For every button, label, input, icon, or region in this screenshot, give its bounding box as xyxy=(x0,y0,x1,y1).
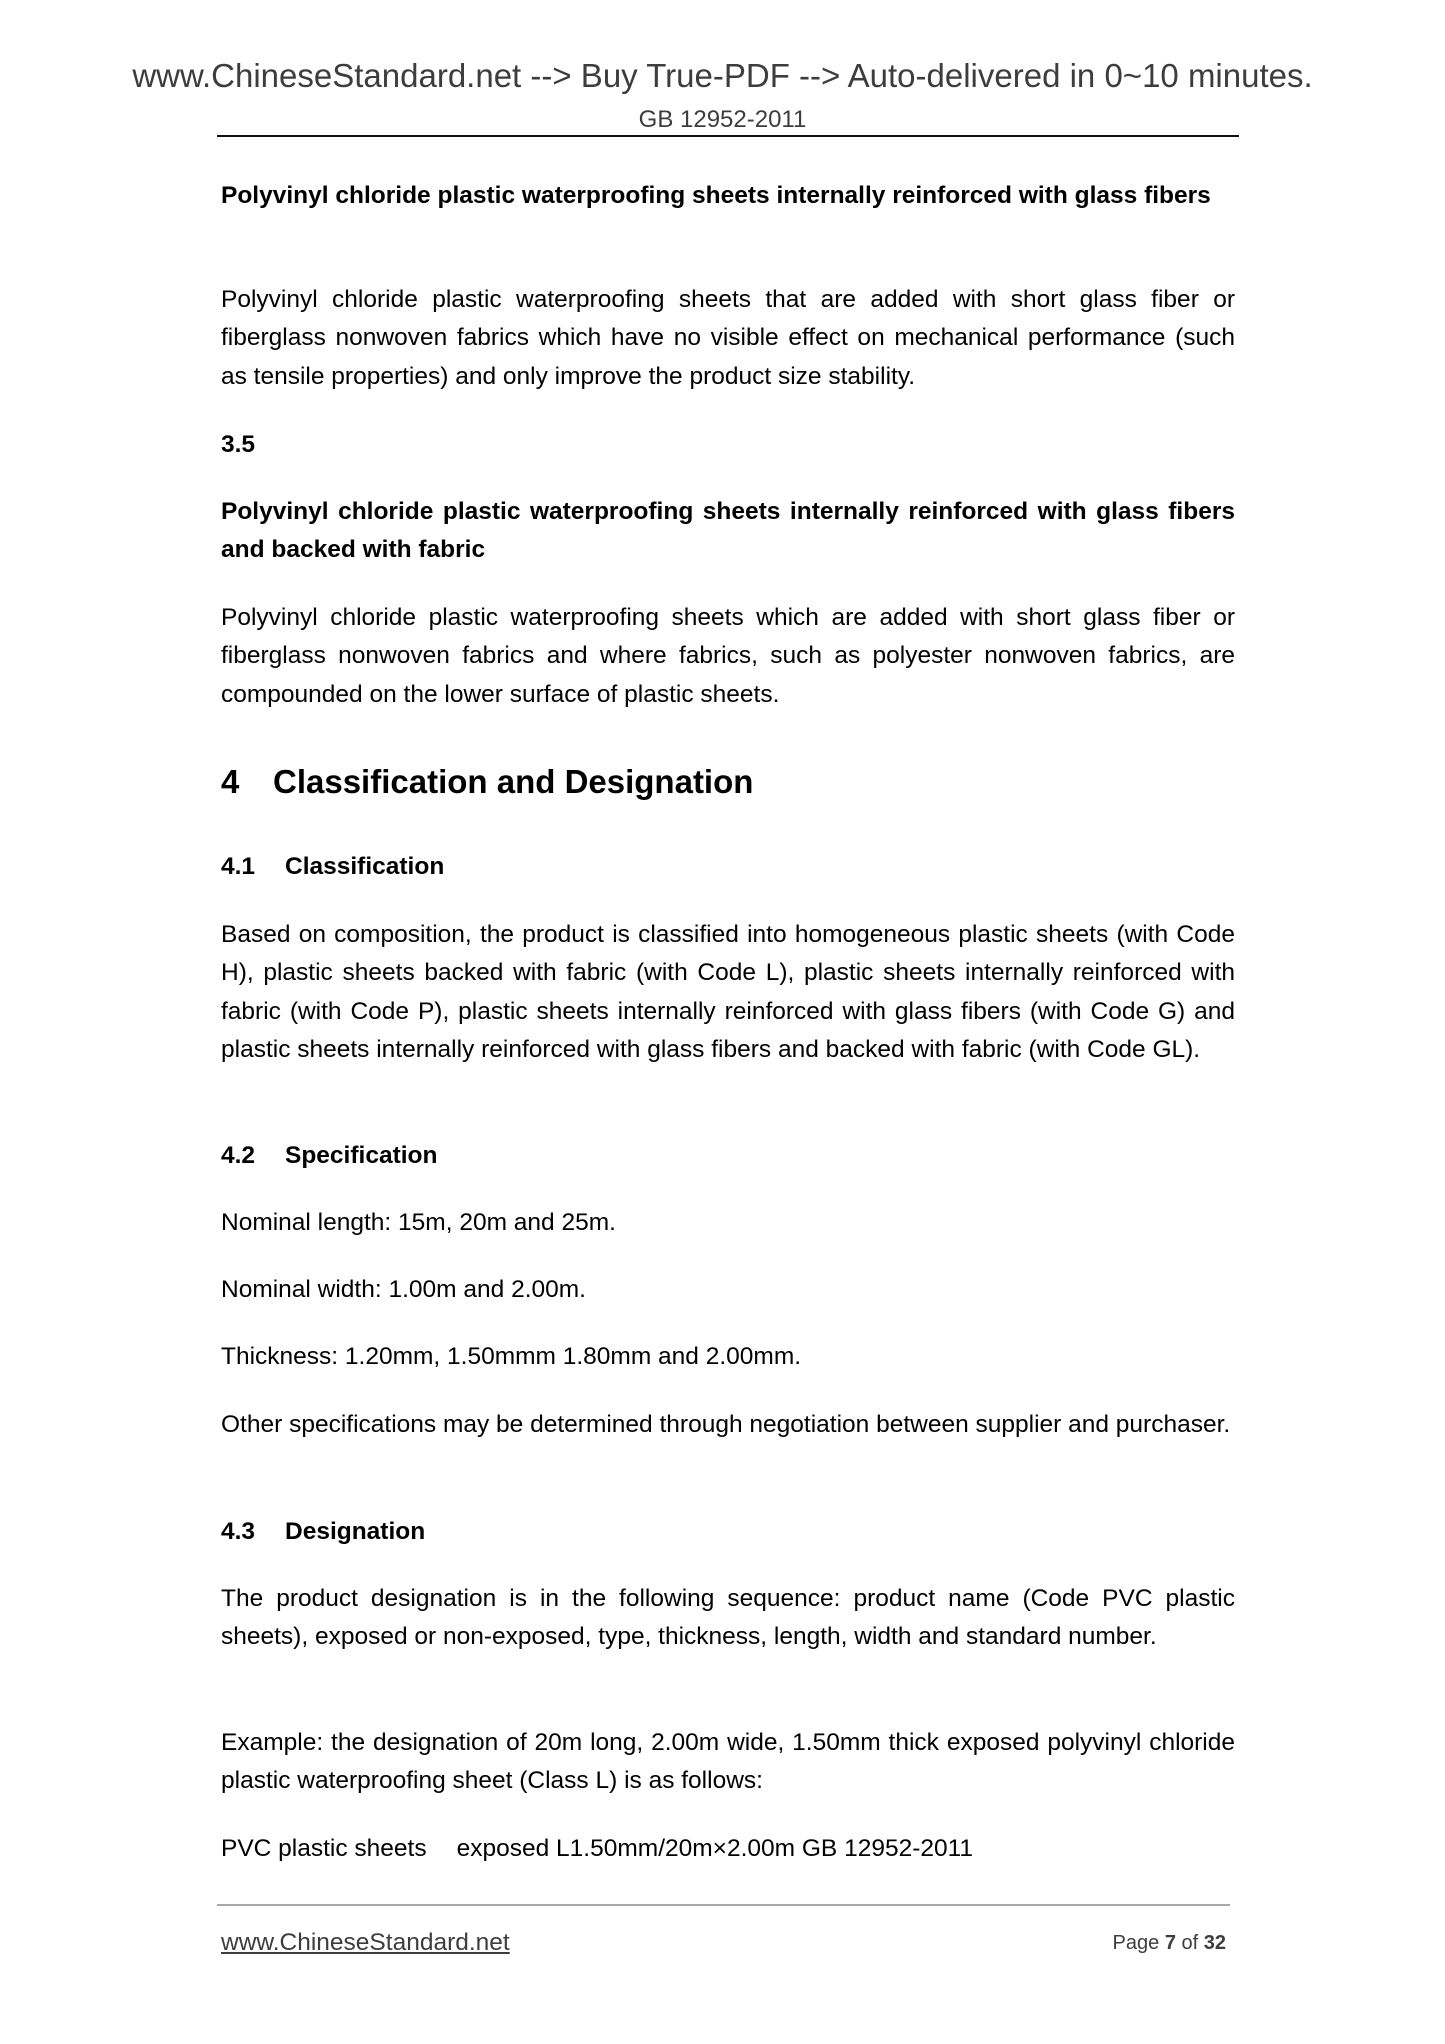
clause-4-1-heading xyxy=(221,852,1235,882)
term-3-5-title: Polyvinyl chloride plastic waterproofing sheets internally reinforced with glass fibers and backed with fabric xyxy=(221,498,1235,563)
nominal-length: Nominal length: 15m, 20m and 25m. xyxy=(221,1209,616,1236)
clause-4-1-text: Based on composition, the product is classified into homogeneous plastic sheets (with Code H), plastic sheets backed with fabric (with Code L), plastic sheets internally reinforced with fabric (with Code P), plastic sheets internally reinforced with glass fibers (with Code G) and plastic sheets internally reinforced with glass fibers and backed with fabric (with Code GL). xyxy=(221,921,1235,1063)
designation-code: exposed L1.50mm/20m×2.00m GB 12952-2011 xyxy=(456,1835,974,1862)
header-standard-number: GB 12952-2011 xyxy=(638,106,807,133)
term-3-4-definition: Polyvinyl chloride plastic waterproofing sheets that are added with short glass fiber or fiberglass nonwoven fabrics which have no visible effect on mechanical performance (such as tensile properties) and only improve the product size stability. xyxy=(221,286,1235,390)
clause-4-3-heading xyxy=(221,1517,1235,1547)
clause-number: 4.3 xyxy=(221,1518,256,1545)
clause-title: Specification xyxy=(285,1142,438,1169)
chapter-title: Classification and Designation xyxy=(273,763,754,800)
designation-example: Example: the designation of 20m long, 2.00m wide, 1.50mm thick exposed polyvinyl chloride plastic waterproofing sheet (Class L) is as follows: xyxy=(221,1729,1235,1795)
clause-title: Classification xyxy=(285,853,445,880)
header-banner: www.ChineseStandard.net --> Buy True-PDF --> Auto-delivered in 0~10 minutes. xyxy=(132,57,1313,94)
thickness: Thickness: 1.20mm, 1.50mmm 1.80mm and 2.00mm. xyxy=(221,1343,802,1370)
designation-text: The product designation is in the following sequence: product name (Code PVC plastic sheets), exposed or non-exposed, type, thickness, length, width and standard number. xyxy=(221,1585,1235,1651)
page-indicator xyxy=(1113,1930,1226,1956)
page-prefix: Page xyxy=(1112,1932,1160,1954)
term-3-5-number: 3.5 xyxy=(221,431,256,458)
page-of: of xyxy=(1181,1932,1199,1954)
term-3-4-title: Polyvinyl chloride plastic waterproofing sheets internally reinforced with glass fibers xyxy=(221,182,1211,209)
clause-number: 4.1 xyxy=(221,853,256,880)
footer-divider xyxy=(217,1904,1230,1906)
page-current: 7 xyxy=(1164,1932,1176,1954)
footer-website-link[interactable]: www.ChineseStandard.net xyxy=(221,1929,510,1956)
chapter-number: 4 xyxy=(221,763,240,800)
clause-number: 4.2 xyxy=(221,1142,256,1169)
page-total: 32 xyxy=(1203,1932,1226,1954)
clause-4-2-heading xyxy=(221,1141,1235,1171)
designation-name: PVC plastic sheets xyxy=(221,1835,427,1862)
designation-example-code xyxy=(221,1834,1235,1864)
clause-title: Designation xyxy=(285,1518,426,1545)
term-3-5-definition: Polyvinyl chloride plastic waterproofing sheets which are added with short glass fiber or fiberglass nonwoven fabrics and where fabrics, such as polyester nonwoven fabrics, are compounded on the lower surface of plastic sheets. xyxy=(221,604,1235,708)
header-divider xyxy=(217,135,1239,137)
nominal-width: Nominal width: 1.00m and 2.00m. xyxy=(221,1276,586,1303)
chapter-4-heading xyxy=(221,762,1235,802)
other-specifications: Other specifications may be determined through negotiation between supplier and purchaser. xyxy=(221,1411,1231,1438)
